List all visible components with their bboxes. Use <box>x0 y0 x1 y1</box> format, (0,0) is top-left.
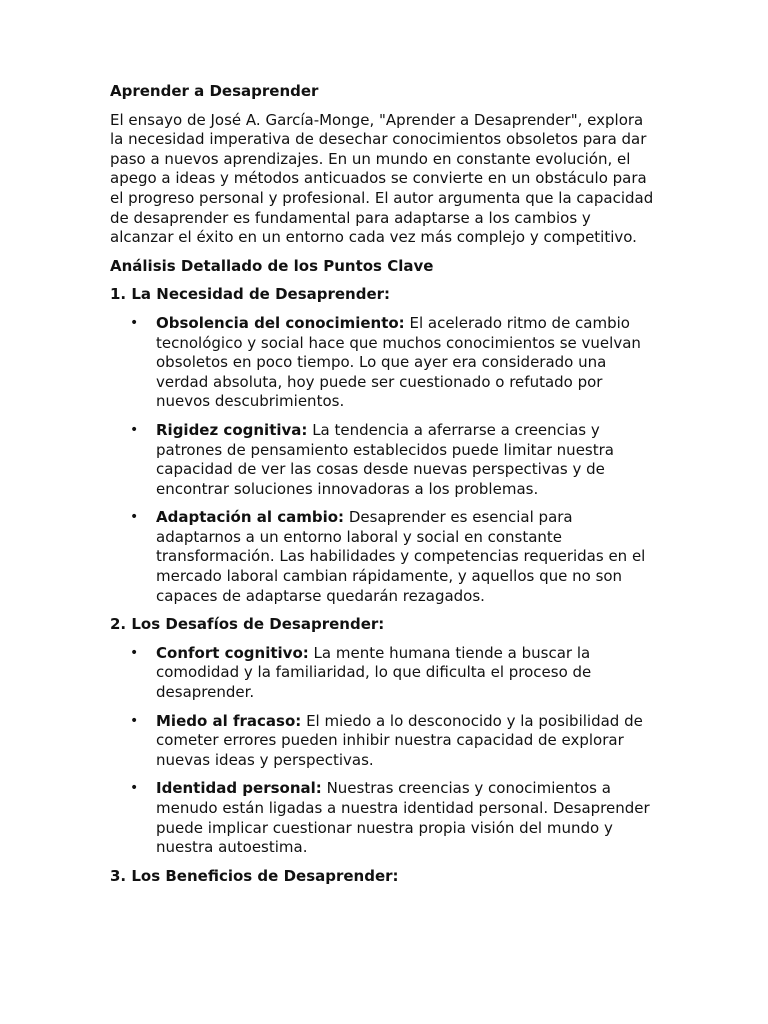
point-term: Confort cognitivo: <box>156 643 309 662</box>
point-term: Adaptación al cambio: <box>156 508 345 527</box>
bullet-icon: • <box>130 644 139 661</box>
list-item <box>110 644 658 703</box>
bullet-icon: • <box>130 509 139 526</box>
bullet-list-necesidad <box>110 314 658 606</box>
intro-paragraph: El ensayo de José A. García-Monge, "Aprender a Desaprender", explora la necesidad imperativa de desechar conocimientos obsoletos para dar paso a nuevos aprendizajes. En un mundo en constante evolución, el apego a ideas y métodos anticuados se convierte en un obstáculo para el progreso personal y profesional. El autor argumenta que la capacidad de desaprender es fundamental para adaptarse a los cambios y alcanzar el éxito en un entorno cada vez más complejo y competitivo. <box>110 110 654 247</box>
point-text: La tendencia a aferrarse a creencias y patrones de pensamiento establecidos puede limitar nuestra capacidad de ver las cosas desde nuevas perspectivas y de encontrar soluciones innovadoras a los problemas. <box>156 420 614 498</box>
point-text: Nuestras creencias y conocimientos a menudo están ligadas a nuestra identidad personal. Desaprender puede implicar cuestionar nuestra propia visión del mundo y nuestra autoestima. <box>156 779 650 857</box>
list-item <box>110 421 658 499</box>
document-page <box>110 82 658 895</box>
point-text: Desaprender es esencial para adaptarnos a un entorno laboral y social en constante transformación. Las habilidades y competencias requeridas en el mercado laboral cambian rápidamente, y aquellos que no son capaces de adaptarse quedarán rezagados. <box>156 508 646 605</box>
point-text: El acelerado ritmo de cambio tecnológico y social hace que muchos conocimientos se vuelvan obsoletos en poco tiempo. Lo que ayer era considerado una verdad absoluta, hoy puede ser cuestionado o refutado por nuevos descubrimientos. <box>156 313 641 411</box>
section-heading-necesidad: 1. La Necesidad de Desaprender: <box>110 285 391 304</box>
point-term: Identidad personal: <box>156 779 322 798</box>
bullet-icon: • <box>130 712 139 729</box>
list-item <box>110 779 658 857</box>
point-term: Obsolencia del conocimiento: <box>156 313 405 332</box>
bullet-list-desafios <box>110 644 658 858</box>
section-heading-desafios: 2. Los Desafíos de Desaprender: <box>110 615 385 634</box>
point-term: Rigidez cognitiva: <box>156 420 308 439</box>
list-item <box>110 712 658 771</box>
point-text: El miedo a lo desconocido y la posibilidad de cometer errores pueden inhibir nuestra capacidad de explorar nuevas ideas y perspectivas. <box>156 711 643 769</box>
section-heading-beneficios: 3. Los Beneficios de Desaprender: <box>110 866 399 885</box>
list-item <box>110 508 658 606</box>
bullet-icon: • <box>130 314 139 331</box>
document-title: Aprender a Desaprender <box>110 82 319 100</box>
point-term: Miedo al fracaso: <box>156 711 302 730</box>
point-text: La mente humana tiende a buscar la comodidad y la familiaridad, lo que dificulta el proceso de desaprender. <box>156 643 592 702</box>
list-item <box>110 314 658 412</box>
analysis-heading: Análisis Detallado de los Puntos Clave <box>110 256 434 275</box>
bullet-icon: • <box>130 780 139 797</box>
bullet-icon: • <box>130 421 139 438</box>
